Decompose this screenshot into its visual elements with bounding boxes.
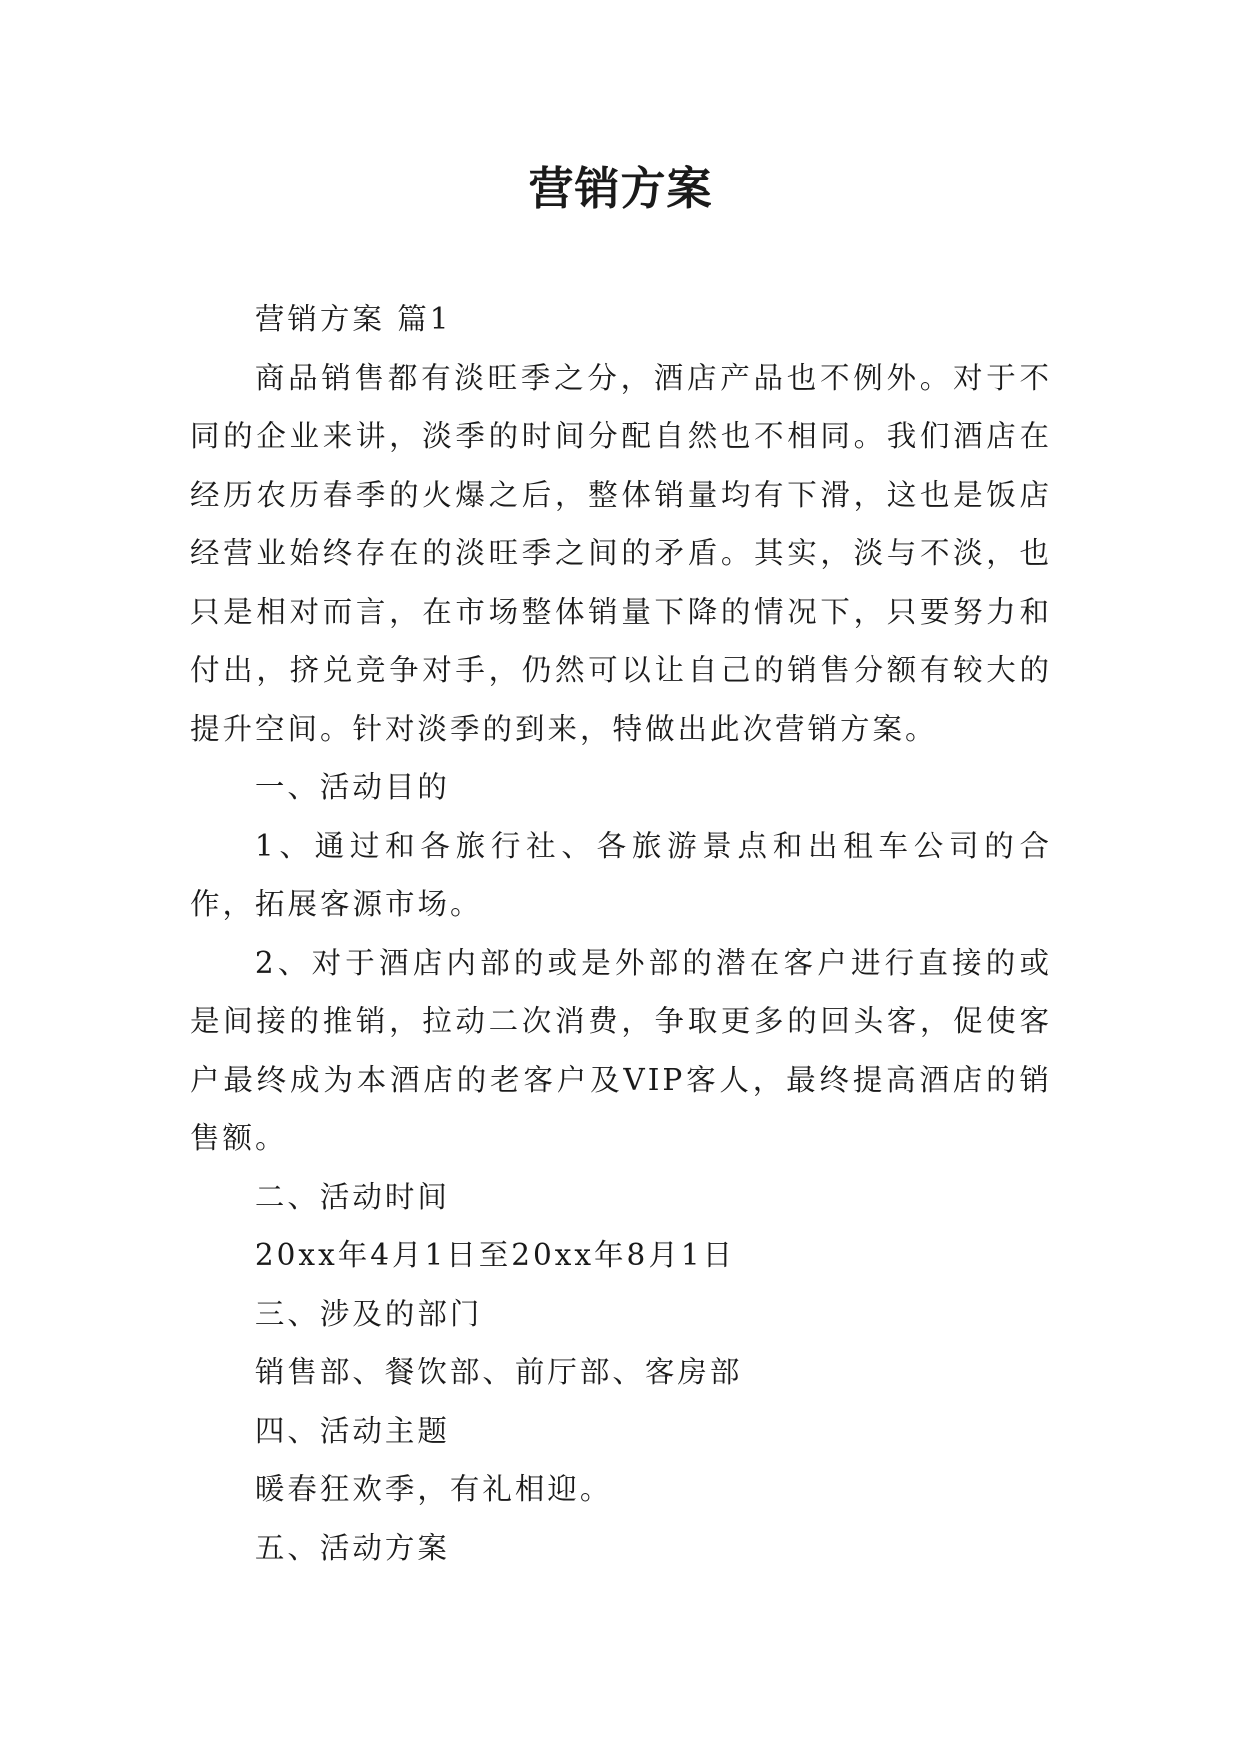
section-heading: 营销方案 篇1 xyxy=(254,302,452,336)
body-paragraph: 销售部、餐饮部、前厅部、客房部 xyxy=(254,1355,743,1389)
section-heading: 四、活动主题 xyxy=(254,1413,450,1448)
body-paragraph: 暖春狂欢季，有礼相迎。 xyxy=(254,1472,613,1506)
section-heading: 一、活动目的 xyxy=(254,770,450,804)
document-body xyxy=(190,290,1052,1577)
body-paragraph: 2、对于酒店内部的或是外部的潜在客户进行直接的或是间接的推销，拉动二次消费，争取更多的回头客，促使客户最终成为本酒店的老客户及VIP客人，最终提高酒店的销售额。 xyxy=(190,945,1052,1155)
document-title: 营销方案 xyxy=(528,162,713,215)
body-paragraph: 商品销售都有淡旺季之分，酒店产品也不例外。对于不同的企业来讲，淡季的时间分配自然也不相同。我们酒店在经历农历春季的火爆之后，整体销量均有下滑，这也是饭店经营业始终存在的淡旺季之间的矛盾。其实，淡与不淡，也只是相对而言，在市场整体销量下降的情况下，只要努力和付出，挤兑竞争对手，仍然可以让自己的销售分额有较大的提升空间。针对淡季的到来，特做出此次营销方案。 xyxy=(190,360,1052,746)
section-heading: 二、活动时间 xyxy=(254,1179,450,1214)
body-paragraph: 1、通过和各旅行社、各旅游景点和出租车公司的合作，拓展客源市场。 xyxy=(190,828,1052,921)
body-paragraph: 20xx年4月1日至20xx年8月1日 xyxy=(254,1238,736,1272)
section-heading: 三、涉及的部门 xyxy=(254,1296,483,1331)
section-heading: 五、活动方案 xyxy=(254,1530,450,1565)
